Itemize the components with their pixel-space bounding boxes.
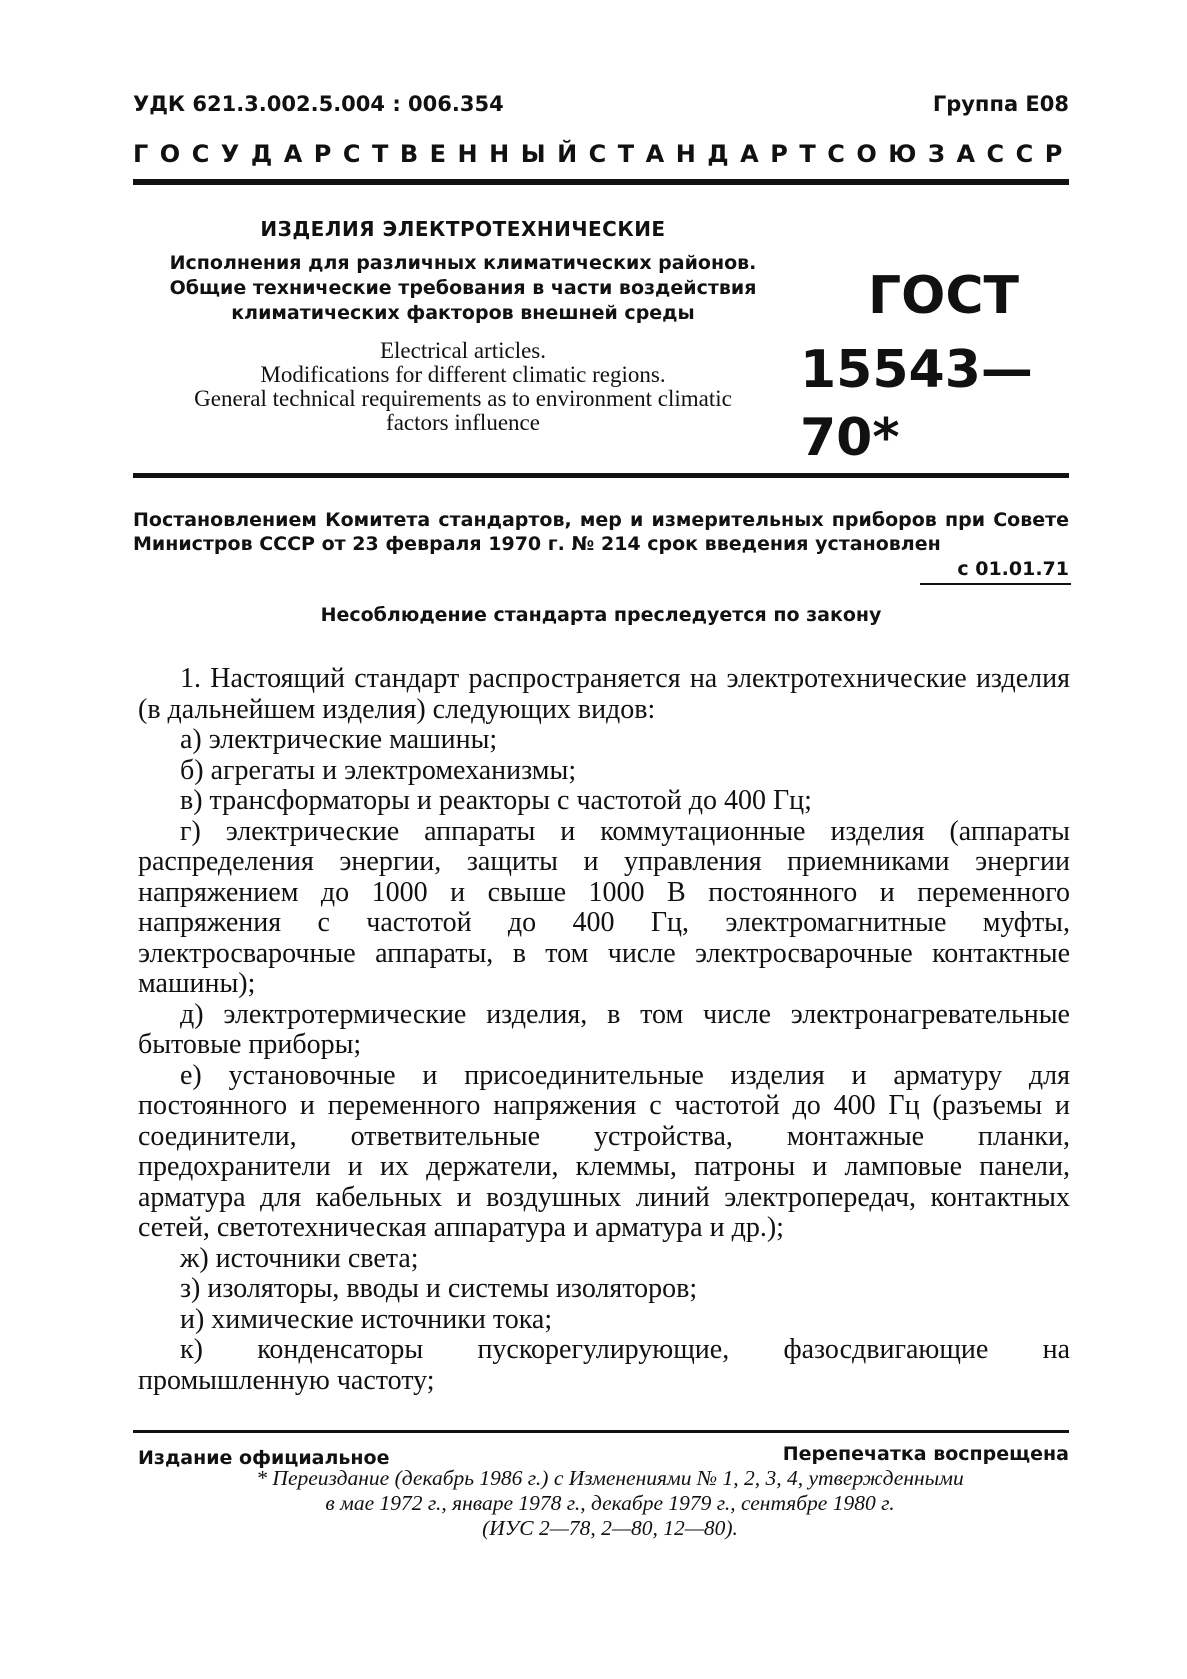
top-rule [133, 179, 1069, 185]
list-item: а) электрические машины; [180, 724, 498, 755]
reprint-prohibited: Перепечатка воспрещена [782, 1443, 1069, 1465]
state-word-2: СТАНДАРТ [588, 140, 828, 168]
list-item: д) электротермические изделия, в том числе электронагревательные бытовые приборы; [138, 998, 1070, 1060]
paragraph: 1. Настоящий стандарт распространяется на электротехнические изделия (в дальнейшем изделия) следующих видов: [138, 663, 1070, 725]
title-rule [133, 473, 1069, 478]
title-sub-2: Общие технические требования в части воздействия [169, 277, 757, 299]
title-main: ИЗДЕЛИЯ ЭЛЕКТРОТЕХНИЧЕСКИЕ [260, 217, 666, 241]
law-notice: Несоблюдение стандарта преследуется по закону [320, 604, 882, 626]
title-en-3: General technical requirements as to environment climatic [194, 386, 732, 411]
title-sub-3: климатических факторов внешней среды [231, 302, 695, 324]
date-underline [920, 583, 1071, 585]
group-code: Группа Е08 [932, 92, 1069, 116]
title-block [133, 217, 793, 435]
body-text [138, 664, 1070, 1396]
note-line-2: в мае 1972 г., январе 1978 г., декабре 1979 г., сентябре 1980 г. [325, 1491, 895, 1515]
footer-rule [133, 1430, 1069, 1433]
gost-number: 15543—70* [800, 340, 1033, 468]
list-item: и) химические источники тока; [180, 1303, 553, 1335]
title-sub-1: Исполнения для различных климатических районов. [169, 252, 757, 274]
gost-designation [800, 262, 1060, 472]
list-item: в) трансформаторы и реакторы с частотой до 400 Гц; [180, 785, 812, 816]
official-edition: Издание официальное [138, 1447, 390, 1469]
list-item: з) изоляторы, вводы и системы изоляторов; [180, 1273, 698, 1304]
list-item: г) электрические аппараты и коммутационные изделия (аппараты распределения энергии, защиты и управления приемниками энергии напряжением до 1000 и свыше 1000 В постоянного и переменного напряжения с частотой до 400 Гц, электромагнитные муфты, электросварочные аппараты, в том числе электросварочные контактные машины); [138, 815, 1070, 999]
list-item: ж) источники света; [180, 1242, 419, 1274]
reissue-note [150, 1466, 1070, 1541]
note-line-1: * Переиздание (декабрь 1986 г.) с Изменениями № 1, 2, 3, 4, утвержденными [256, 1466, 964, 1490]
state-word-4: ССР [986, 140, 1074, 168]
udk-code: УДК 621.3.002.5.004 : 006.354 [133, 92, 504, 116]
title-en-1: Electrical articles. [379, 338, 546, 363]
title-en-4: factors influence [386, 410, 540, 435]
gost-label: ГОСТ [868, 266, 1019, 326]
state-word-3: СОЮЗА [827, 140, 987, 168]
effective-date: с 01.01.71 [957, 558, 1069, 580]
decree-text: Постановлением Комитета стандартов, мер и измерительных приборов при Совете Министров СССР от 23 февраля 1970 г. № 214 срок введения установлен [133, 509, 1069, 555]
list-item: е) установочные и присоединительные изделия и арматуру для постоянного и переменного напряжения с частотой до 400 Гц (разъемы и соединители, ответвительные устройства, монтажные планки, предохранители и их держатели, клеммы, патроны и ламповые панели, арматура для кабельных и воздушных линий электропередач, контактных сетей, светотехническая аппаратура и арматура и др.); [138, 1059, 1070, 1243]
title-en-2: Modifications for different climatic regions. [260, 362, 666, 387]
list-item: к) конденсаторы пускорегулирующие, фазосдвигающие на промышленную частоту; [138, 1334, 1070, 1396]
list-item: б) агрегаты и электромеханизмы; [180, 754, 577, 786]
state-word-1: ГОСУДАРСТВЕННЫЙ [133, 140, 589, 168]
state-standard-heading [133, 140, 1074, 168]
note-line-3: (ИУС 2—78, 2—80, 12—80). [482, 1516, 738, 1540]
